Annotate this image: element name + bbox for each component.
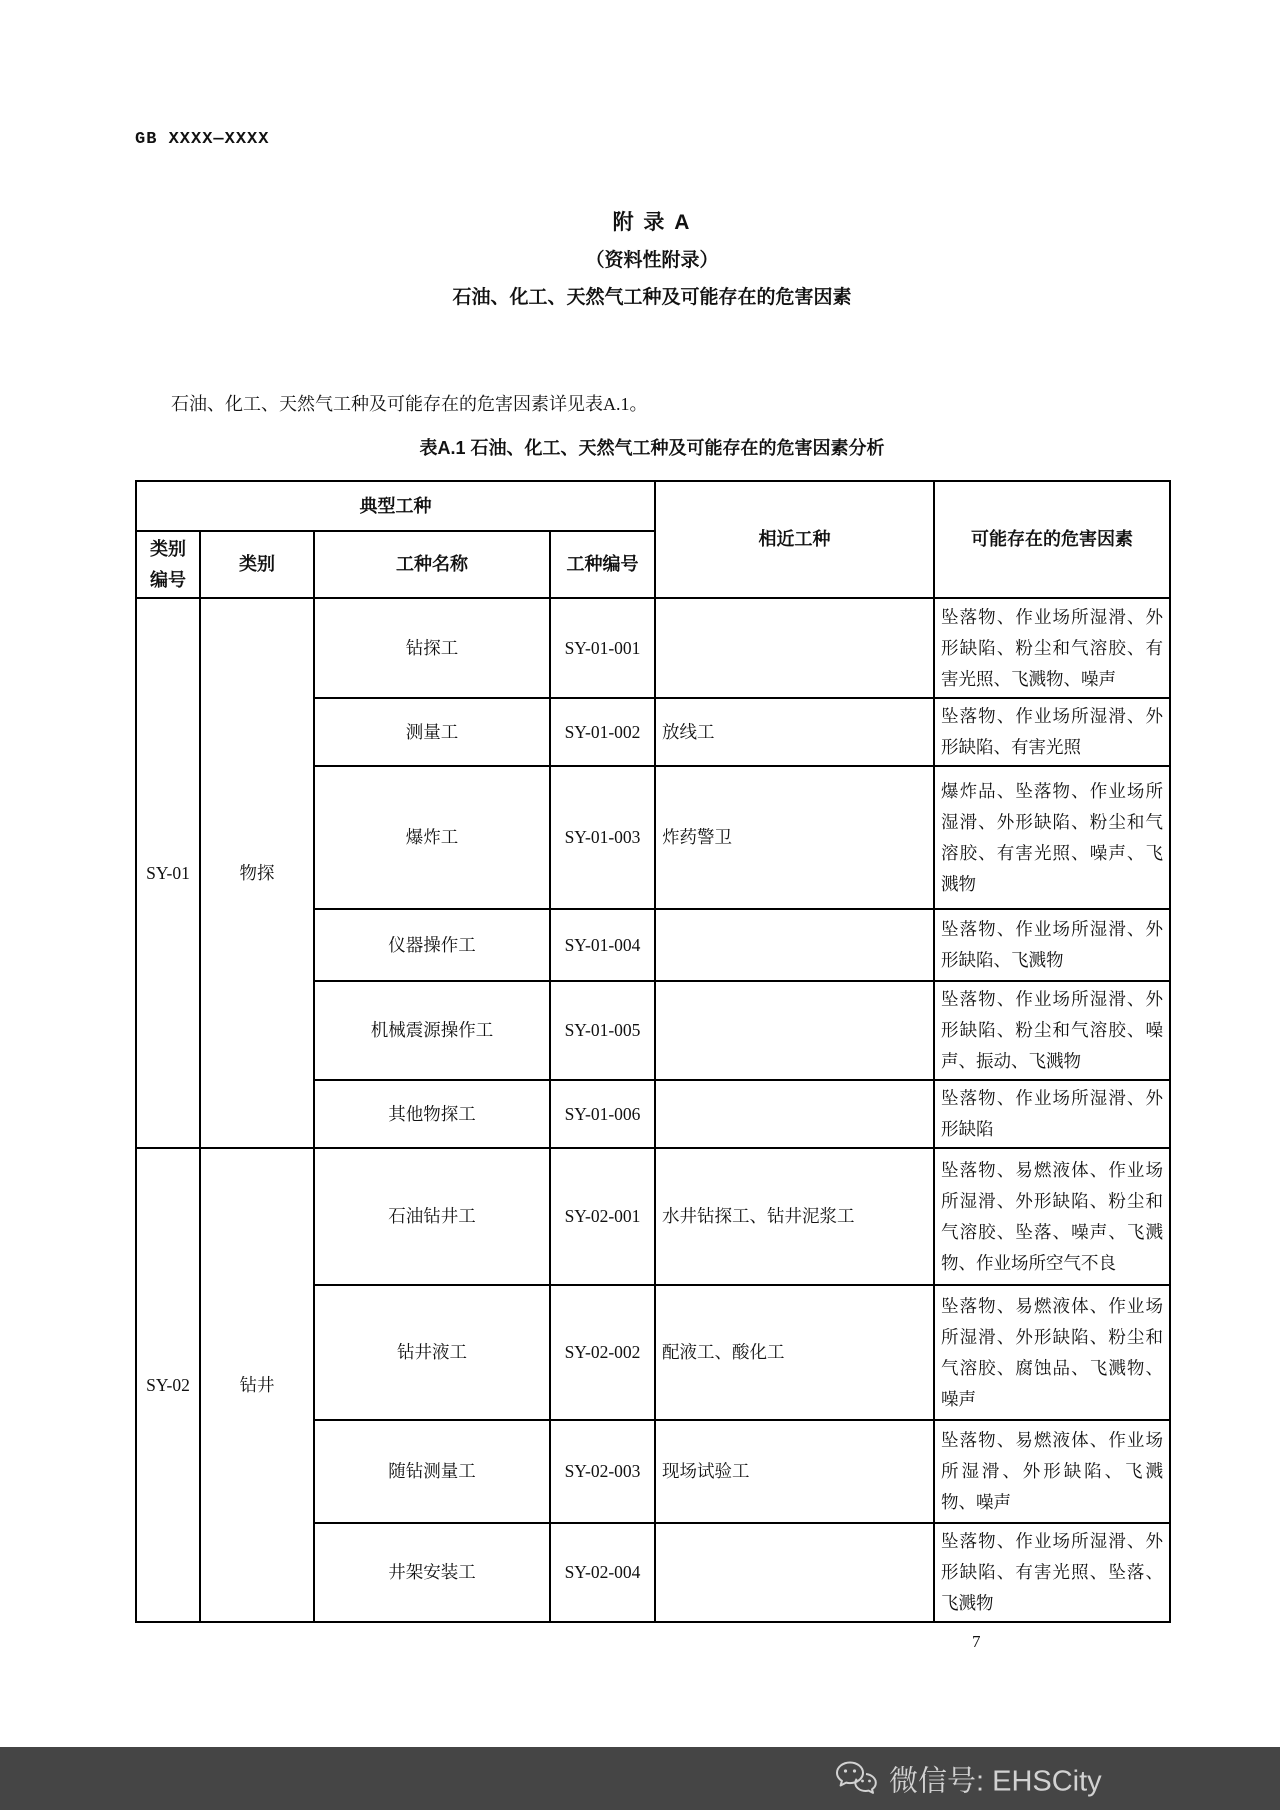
header-hazards: 可能存在的危害因素 bbox=[934, 481, 1170, 598]
similar-job-cell: 放线工 bbox=[655, 698, 934, 766]
appendix-subtitle: （资料性附录） bbox=[585, 250, 719, 271]
hazards-cell: 坠落物、易燃液体、作业场所湿滑、外形缺陷、粉尘和气溶胶、坠落、噪声、飞溅物、作业场所空气不良 bbox=[934, 1148, 1170, 1285]
hazards-cell: 爆炸品、坠落物、作业场所湿滑、外形缺陷、粉尘和气溶胶、有害光照、噪声、飞溅物 bbox=[934, 766, 1170, 909]
job-name-cell: 随钻测量工 bbox=[314, 1420, 550, 1523]
header-category-code: 类别编号 bbox=[136, 531, 200, 598]
footer-wechat bbox=[833, 1758, 1102, 1799]
similar-job-cell: 炸药警卫 bbox=[655, 766, 934, 909]
hazards-cell: 坠落物、作业场所湿滑、外形缺陷、飞溅物 bbox=[934, 909, 1170, 981]
job-name-cell: 井架安装工 bbox=[314, 1523, 550, 1622]
similar-job-cell: 水井钻探工、钻井泥浆工 bbox=[655, 1148, 934, 1285]
hazards-cell: 坠落物、作业场所湿滑、外形缺陷、有害光照 bbox=[934, 698, 1170, 766]
job-name-cell: 测量工 bbox=[314, 698, 550, 766]
job-name-cell: 其他物探工 bbox=[314, 1080, 550, 1148]
standard-number: GB XXXX—XXXX bbox=[135, 130, 270, 149]
hazards-cell: 坠落物、作业场所湿滑、外形缺陷、粉尘和气溶胶、噪声、振动、飞溅物 bbox=[934, 981, 1170, 1080]
footer-wechat-label: 微信号: EHSCity bbox=[889, 1765, 1102, 1797]
job-name-cell: 钻探工 bbox=[314, 598, 550, 698]
category-code-cell: SY-02 bbox=[136, 1148, 200, 1622]
job-name-cell: 钻井液工 bbox=[314, 1285, 550, 1420]
job-code-cell: SY-02-003 bbox=[550, 1420, 655, 1523]
job-name-cell: 石油钻井工 bbox=[314, 1148, 550, 1285]
table-caption: 表A.1 石油、化工、天然气工种及可能存在的危害因素分析 bbox=[419, 438, 885, 458]
category-cell: 物探 bbox=[200, 598, 314, 1148]
similar-job-cell: 配液工、酸化工 bbox=[655, 1285, 934, 1420]
header-job-code: 工种编号 bbox=[550, 531, 655, 598]
similar-job-cell bbox=[655, 1080, 934, 1148]
intro-paragraph: 石油、化工、天然气工种及可能存在的危害因素详见表A.1。 bbox=[171, 394, 648, 414]
job-code-cell: SY-01-002 bbox=[550, 698, 655, 766]
job-code-cell: SY-01-006 bbox=[550, 1080, 655, 1148]
header-job-name: 工种名称 bbox=[314, 531, 550, 598]
similar-job-cell bbox=[655, 909, 934, 981]
job-code-cell: SY-02-001 bbox=[550, 1148, 655, 1285]
job-code-cell: SY-01-001 bbox=[550, 598, 655, 698]
appendix-heading: 石油、化工、天然气工种及可能存在的危害因素 bbox=[452, 287, 852, 308]
job-code-cell: SY-01-005 bbox=[550, 981, 655, 1080]
hazards-cell: 坠落物、作业场所湿滑、外形缺陷 bbox=[934, 1080, 1170, 1148]
category-cell: 钻井 bbox=[200, 1148, 314, 1622]
similar-job-cell bbox=[655, 598, 934, 698]
job-name-cell: 机械震源操作工 bbox=[314, 981, 550, 1080]
job-code-cell: SY-02-004 bbox=[550, 1523, 655, 1622]
job-code-cell: SY-02-002 bbox=[550, 1285, 655, 1420]
job-code-cell: SY-01-003 bbox=[550, 766, 655, 909]
hazards-cell: 坠落物、易燃液体、作业场所湿滑、外形缺陷、飞溅物、噪声 bbox=[934, 1420, 1170, 1523]
header-similar-jobs: 相近工种 bbox=[655, 481, 934, 598]
job-name-cell: 爆炸工 bbox=[314, 766, 550, 909]
job-name-cell: 仪器操作工 bbox=[314, 909, 550, 981]
table-row bbox=[136, 598, 1170, 698]
similar-job-cell bbox=[655, 1523, 934, 1622]
category-code-cell: SY-01 bbox=[136, 598, 200, 1148]
header-category: 类别 bbox=[200, 531, 314, 598]
similar-job-cell bbox=[655, 981, 934, 1080]
table-header-row-group bbox=[136, 481, 1170, 531]
hazard-factors-table bbox=[135, 480, 1171, 1623]
hazards-cell: 坠落物、作业场所湿滑、外形缺陷、有害光照、坠落、飞溅物 bbox=[934, 1523, 1170, 1622]
appendix-title: 附 录 A bbox=[612, 211, 692, 234]
similar-job-cell: 现场试验工 bbox=[655, 1420, 934, 1523]
page-number: 7 bbox=[972, 1632, 981, 1651]
table-row bbox=[136, 1148, 1170, 1285]
hazards-cell: 坠落物、作业场所湿滑、外形缺陷、粉尘和气溶胶、有害光照、飞溅物、噪声 bbox=[934, 598, 1170, 698]
wechat-icon bbox=[833, 1760, 879, 1798]
footer-bar bbox=[0, 1747, 1280, 1810]
job-code-cell: SY-01-004 bbox=[550, 909, 655, 981]
appendix-title-block bbox=[135, 204, 1169, 316]
header-typical-jobs: 典型工种 bbox=[136, 481, 655, 531]
hazards-cell: 坠落物、易燃液体、作业场所湿滑、外形缺陷、粉尘和气溶胶、腐蚀品、飞溅物、噪声 bbox=[934, 1285, 1170, 1420]
